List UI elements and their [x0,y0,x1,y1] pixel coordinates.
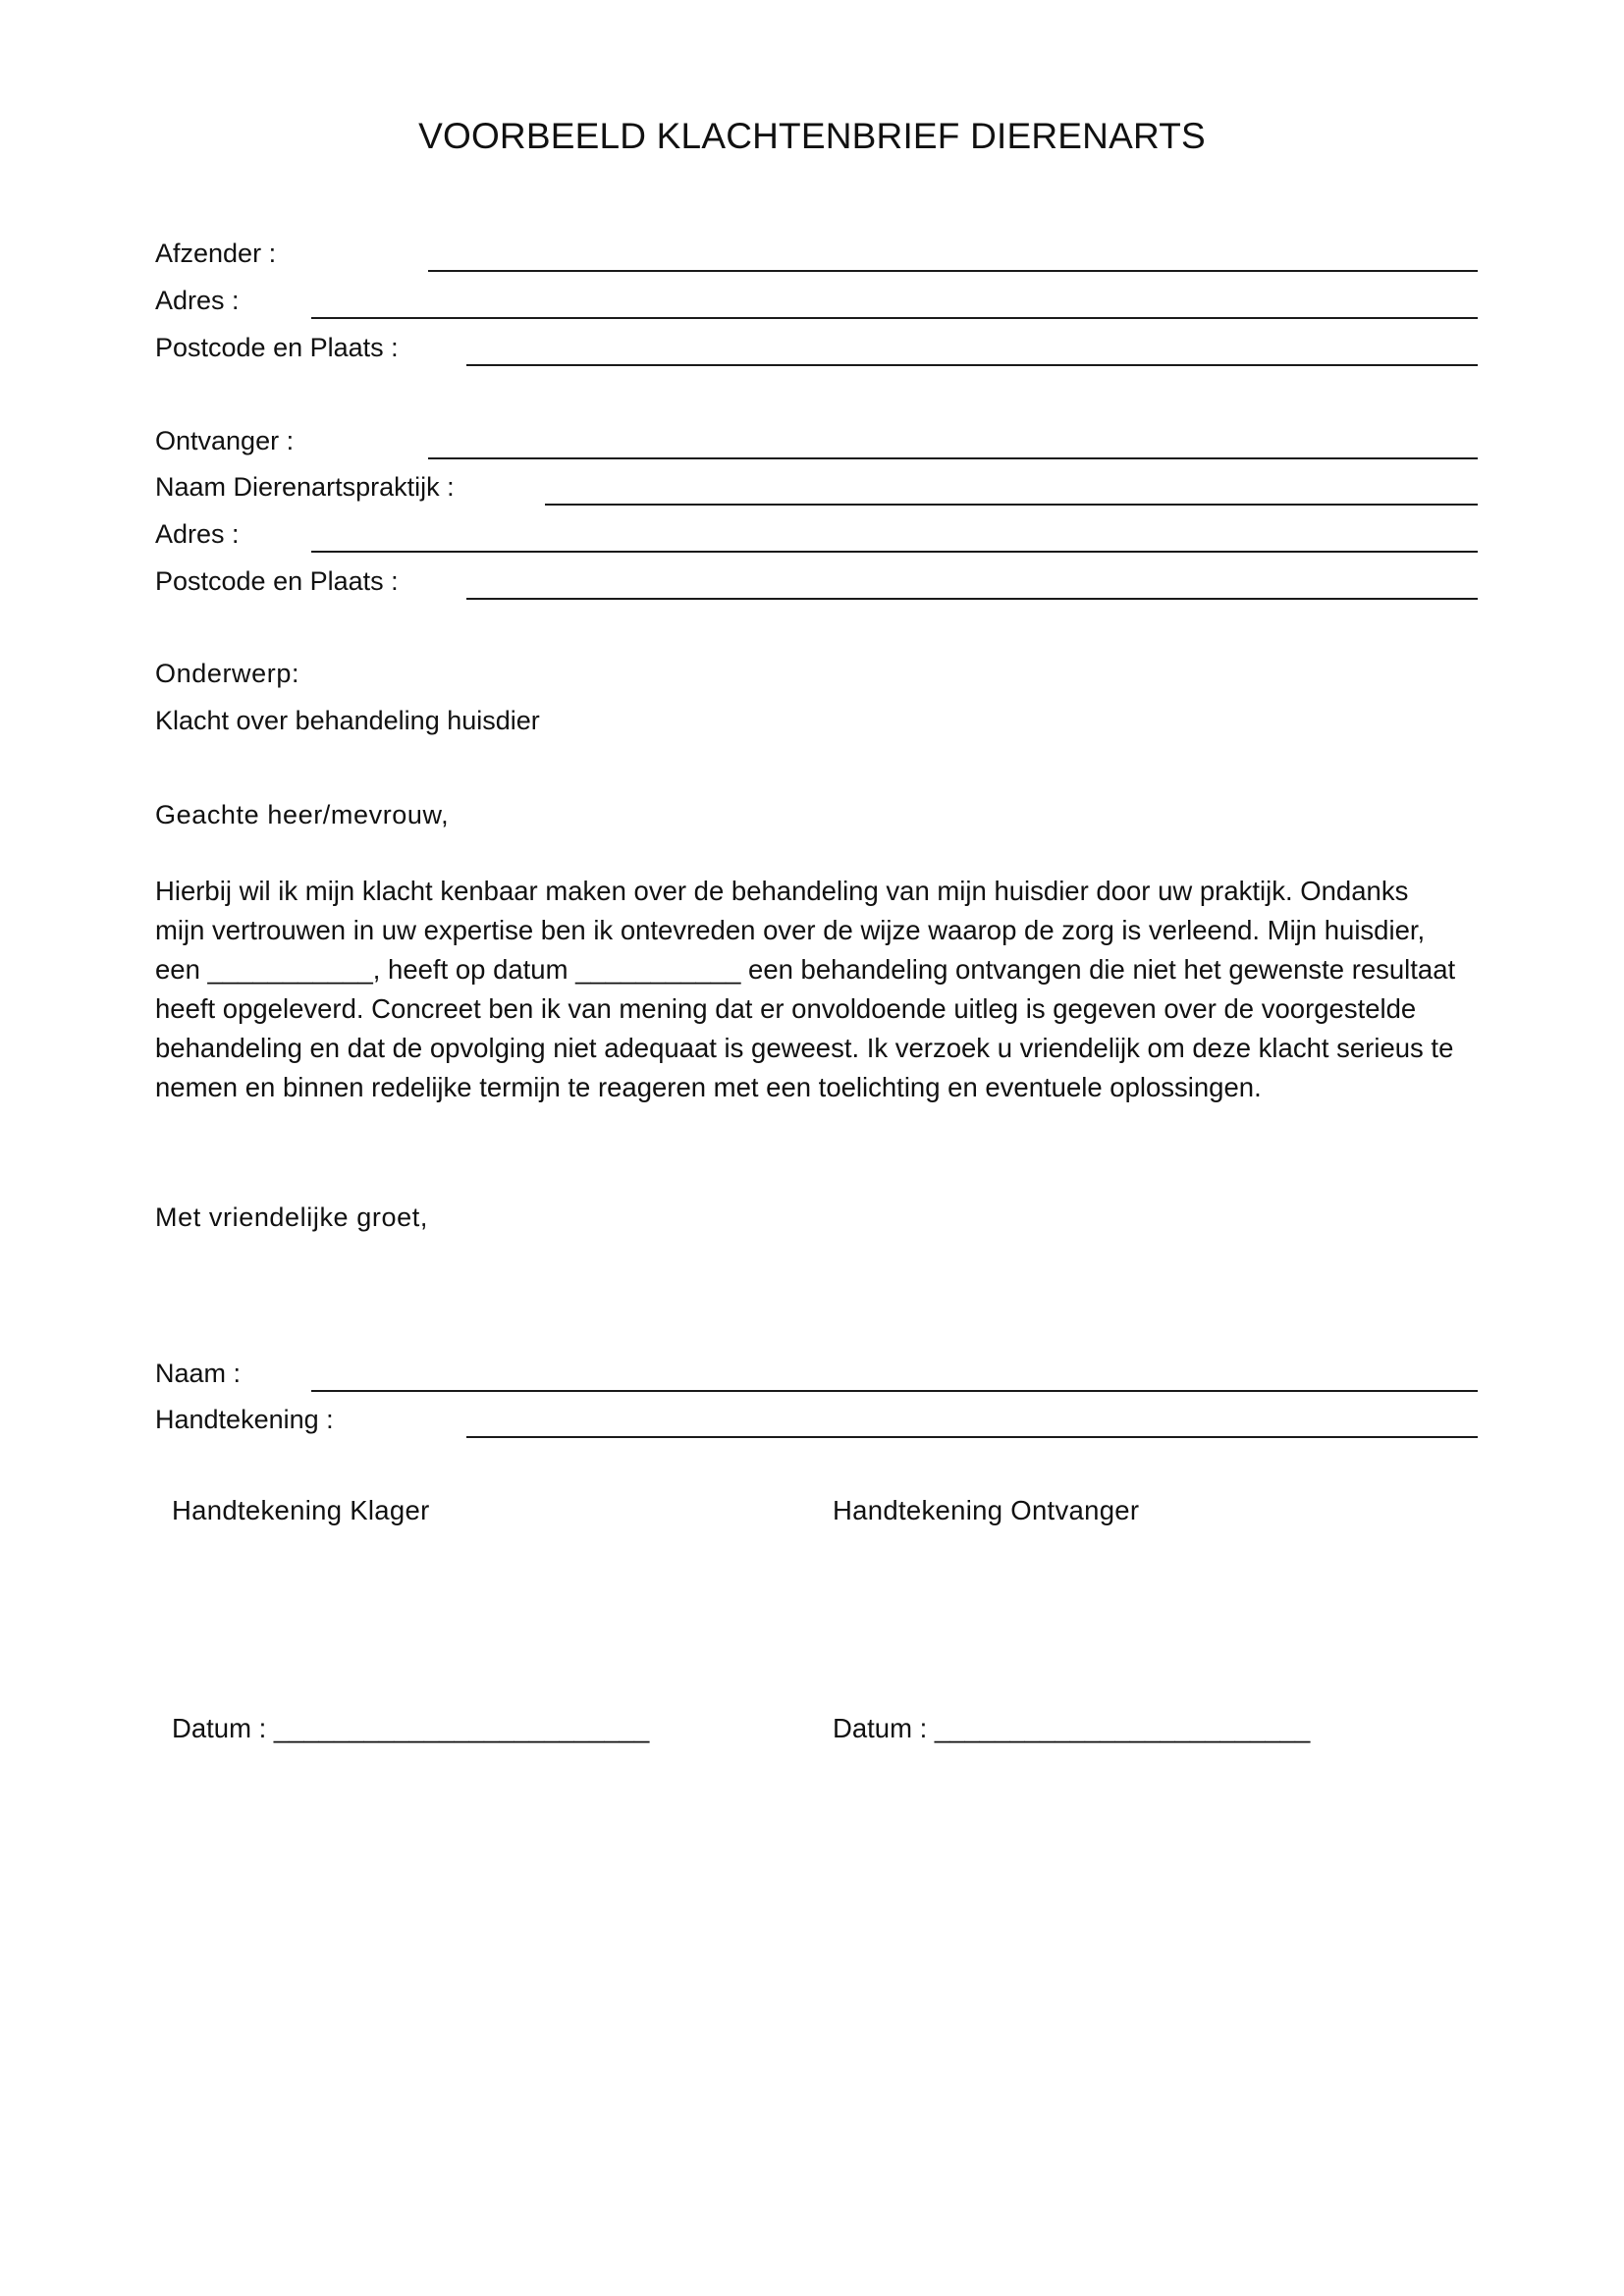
receiver-postcode-field[interactable] [466,598,1478,600]
body-line: Hierbij wil ik mijn klacht kenbaar maken over de behandeling van mijn huisdier door uw praktijk. Ondanks [155,876,1409,906]
body-line: een ___________, heeft op datum ___________ een behandeling ontvangen die niet het gewenste resultaat [155,954,1456,985]
salutation: Geachte heer/mevrouw, [155,800,450,829]
receiver-postcode-label: Postcode en Plaats : [155,566,399,596]
naam-label: Naam : [155,1359,242,1388]
subject-text: Klacht over behandeling huisdier [155,706,540,735]
sender-adres-label: Adres : [155,286,240,315]
signature-klager-label: Handtekening Klager [172,1495,430,1525]
handtekening-field[interactable] [466,1436,1478,1438]
ontvanger-field[interactable] [428,457,1478,459]
afzender-label: Afzender : [155,239,277,268]
handtekening-label: Handtekening : [155,1405,334,1434]
subject-label: Onderwerp: [155,659,300,688]
body-line: nemen en binnen redelijke termijn te reageren met een toelichting en eventuele oplossingen. [155,1072,1262,1102]
sender-postcode-field[interactable] [466,364,1478,366]
body-line: heeft opgeleverd. Concreet ben ik van mening dat er onvoldoende uitleg is gegeven over de voorgestelde [155,993,1417,1024]
sender-postcode-label: Postcode en Plaats : [155,333,399,362]
receiver-adres-label: Adres : [155,519,240,549]
sender-adres-field[interactable] [311,317,1478,319]
document-title: VOORBEELD KLACHTENBRIEF DIERENARTS [418,116,1206,156]
body-line: mijn vertrouwen in uw expertise ben ik ontevreden over de wijze waarop de zorg is verleend. Mijn huisdier, [155,915,1426,945]
signature-ontvanger-label: Handtekening Ontvanger [833,1495,1140,1525]
naam-field[interactable] [311,1390,1478,1392]
ontvanger-label: Ontvanger : [155,426,295,455]
afzender-field[interactable] [428,270,1478,272]
praktijk-field[interactable] [545,504,1478,506]
closing: Met vriendelijke groet, [155,1202,428,1232]
klager-date-field[interactable]: Datum : _________________________ [172,1713,650,1743]
letter-body [155,872,1490,1107]
body-line: behandeling en dat de opvolging niet adequaat is geweest. Ik verzoek u vriendelijk om deze klacht serieus te [155,1033,1454,1063]
praktijk-label: Naam Dierenartspraktijk : [155,472,455,502]
receiver-adres-field[interactable] [311,551,1478,553]
ontvanger-date-field[interactable]: Datum : _________________________ [833,1713,1311,1743]
